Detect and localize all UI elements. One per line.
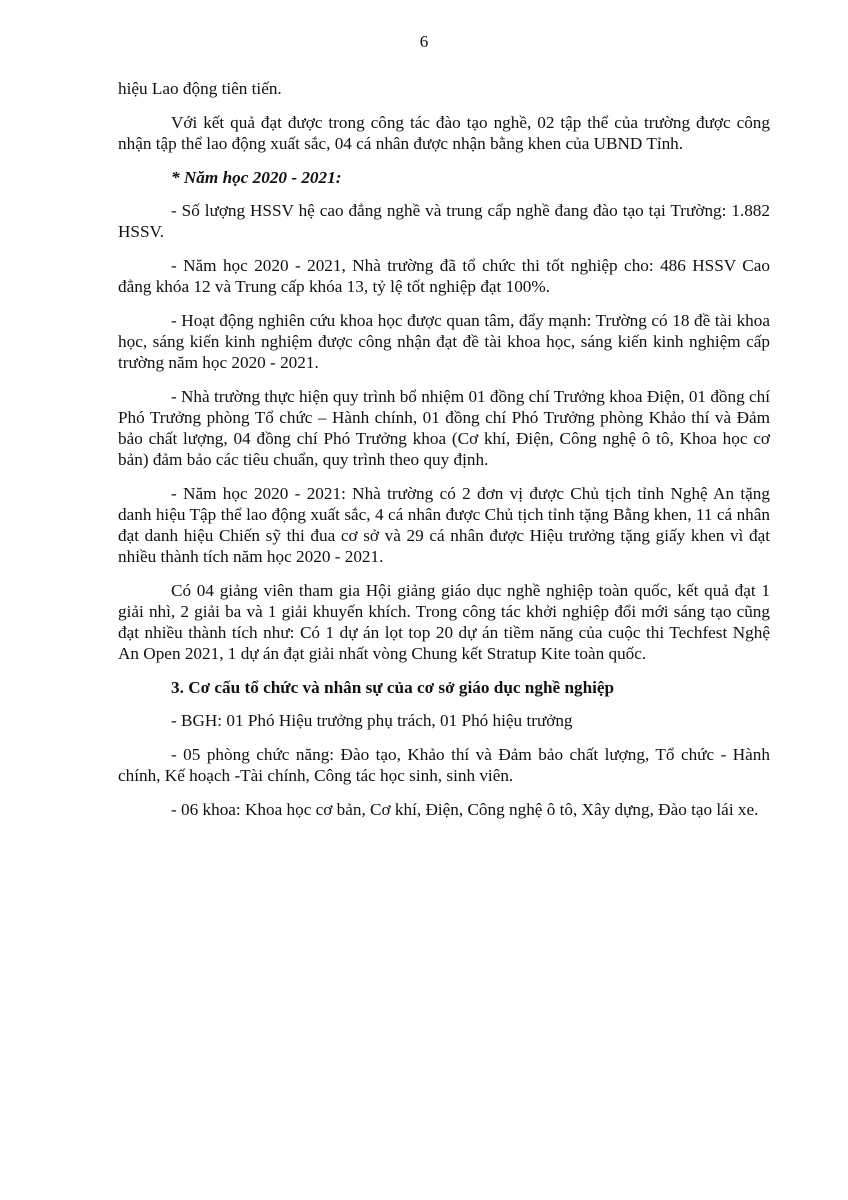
document-body xyxy=(118,78,770,833)
paragraph: hiệu Lao động tiên tiến. xyxy=(118,79,282,98)
paragraph: Với kết quả đạt được trong công tác đào tạo nghề, 02 tập thể của trường được công nhận tập thể lao động xuất sắc, 04 cá nhân được nhận bằng khen của UBND Tỉnh. xyxy=(118,113,770,153)
paragraph: - 05 phòng chức năng: Đào tạo, Khảo thí và Đảm bảo chất lượng, Tổ chức - Hành chính, Kế hoạch -Tài chính, Công tác học sinh, sinh viên. xyxy=(118,745,770,785)
paragraph: - Hoạt động nghiên cứu khoa học được quan tâm, đẩy mạnh: Trường có 18 đề tài khoa học, sáng kiến kinh nghiệm được công nhận đạt đề tài khoa học, sáng kiến kinh nghiệm cấp trường năm học 2020 - 2021. xyxy=(118,311,770,372)
paragraph: - BGH: 01 Phó Hiệu trưởng phụ trách, 01 Phó hiệu trưởng xyxy=(171,711,573,730)
section-heading-organization: 3. Cơ cấu tổ chức và nhân sự của cơ sở giáo dục nghề nghiệp xyxy=(171,678,615,697)
paragraph: - Năm học 2020 - 2021: Nhà trường có 2 đơn vị được Chủ tịch tỉnh Nghệ An tặng danh hiệu Tập thể lao động xuất sắc, 4 cá nhân được Chủ tịch tỉnh tặng Bằng khen, 11 cá nhân đạt danh hiệu Chiến sỹ thi đua cơ sở và 29 cá nhân được Hiệu trưởng tặng giấy khen vì đạt nhiều thành tích năm học 2020 - 2021. xyxy=(118,484,770,566)
paragraph: - Năm học 2020 - 2021, Nhà trường đã tổ chức thi tốt nghiệp cho: 486 HSSV Cao đẳng khóa 12 và Trung cấp khóa 13, tỷ lệ tốt nghiệp đạt 100%. xyxy=(118,256,770,296)
paragraph: - Nhà trường thực hiện quy trình bổ nhiệm 01 đồng chí Trưởng khoa Điện, 01 đồng chí Phó Trưởng phòng Tổ chức – Hành chính, 01 đồng chí Phó Trưởng phòng Khảo thí và Đảm bảo chất lượng, 04 đồng chí Phó Trưởng khoa (Cơ khí, Điện, Công nghệ ô tô, Khoa học cơ bản) đảm bảo các tiêu chuẩn, quy trình theo quy định. xyxy=(118,387,770,469)
paragraph: - Số lượng HSSV hệ cao đẳng nghề và trung cấp nghề đang đào tạo tại Trường: 1.882 HSSV. xyxy=(118,201,770,241)
page-number: 6 xyxy=(419,32,429,51)
section-heading-school-year: * Năm học 2020 - 2021: xyxy=(171,168,342,187)
paragraph: Có 04 giảng viên tham gia Hội giảng giáo dục nghề nghiệp toàn quốc, kết quả đạt 1 giải nhì, 2 giải ba và 1 giải khuyến khích. Trong công tác khởi nghiệp đổi mới sáng tạo cũng đạt nhiều thành tích như: Có 1 dự án lọt top 20 dự án tiềm năng của cuộc thi Techfest Nghệ An Open 2021, 1 dự án đạt giải nhất vòng Chung kết Stratup Kite toàn quốc. xyxy=(118,581,770,663)
paragraph: - 06 khoa: Khoa học cơ bản, Cơ khí, Điện, Công nghệ ô tô, Xây dựng, Đào tạo lái xe. xyxy=(171,800,759,819)
